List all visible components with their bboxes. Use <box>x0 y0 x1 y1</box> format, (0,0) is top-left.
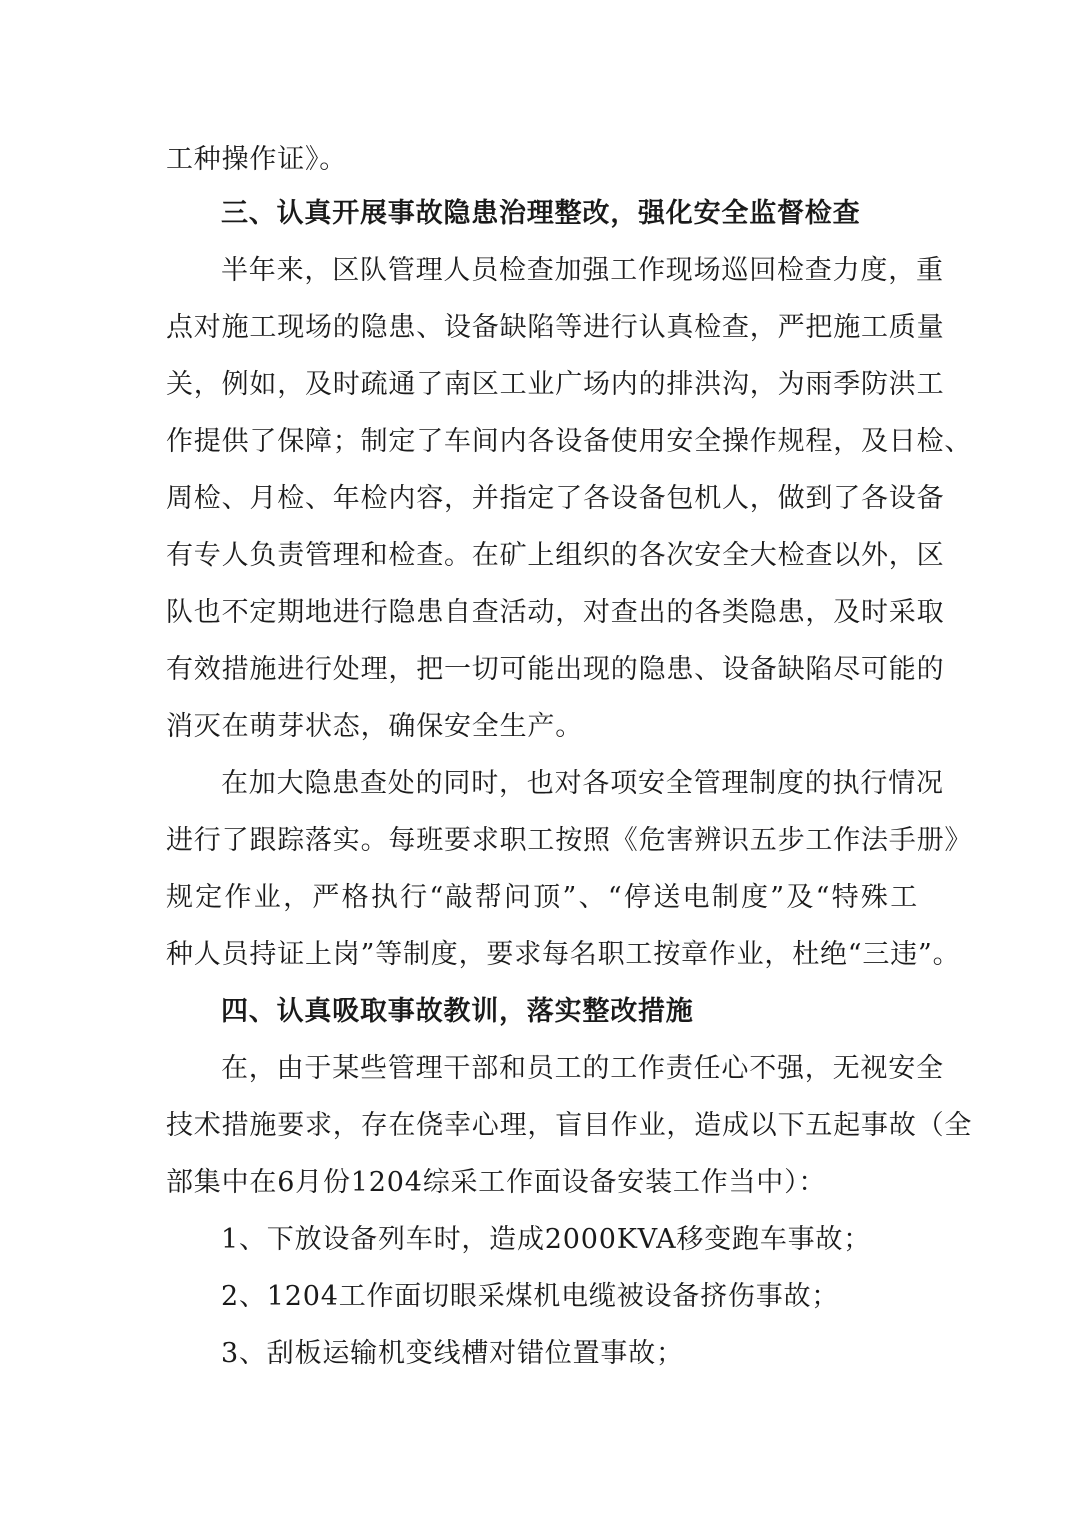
paragraph-line: 周检、月检、年检内容，并指定了各设备包机人，做到了各设备 <box>166 483 945 514</box>
paragraph-line: 消灭在萌芽状态，确保安全生产。 <box>166 711 583 742</box>
paragraph-line: 有效措施进行处理，把一切可能出现的隐患、设备缺陷尽可能的 <box>166 654 945 685</box>
list-item: 2、1204工作面切眼采煤机电缆被设备挤伤事故； <box>221 1281 840 1312</box>
paragraph-line: 种人员持证上岗”等制度，要求每名职工按章作业，杜绝“三违”。 <box>166 939 961 970</box>
list-item: 1、下放设备列车时，造成2000KVA移变跑车事故； <box>221 1224 872 1255</box>
paragraph-line: 在加大隐患查处的同时，也对各项安全管理制度的执行情况 <box>221 768 944 799</box>
paragraph-line: 半年来，区队管理人员检查加强工作现场巡回检查力度，重 <box>221 255 944 286</box>
paragraph-line: 进行了跟踪落实。每班要求职工按照《危害辨识五步工作法手册》 <box>166 825 973 856</box>
paragraph-line: 关，例如，及时疏通了南区工业广场内的排洪沟，为雨季防洪工 <box>166 369 945 400</box>
paragraph-line: 点对施工现场的隐患、设备缺陷等进行认真检查，严把施工质量 <box>166 312 945 343</box>
paragraph-line: 规定作业，严格执行“敲帮问顶”、“停送电制度”及“特殊工 <box>166 882 918 913</box>
paragraph-line: 部集中在6月份1204综采工作面设备安装工作当中）： <box>166 1167 827 1198</box>
paragraph-line: 工种操作证》。 <box>166 144 348 175</box>
paragraph-line: 在，由于某些管理干部和员工的工作责任心不强，无视安全 <box>221 1053 944 1084</box>
paragraph-line: 技术措施要求，存在侥幸心理，盲目作业，造成以下五起事故（全 <box>166 1110 973 1141</box>
paragraph-line: 队也不定期地进行隐患自查活动，对查出的各类隐患，及时采取 <box>166 597 945 628</box>
list-item: 3、刮板运输机变线槽对错位置事故； <box>221 1338 684 1369</box>
paragraph-line: 作提供了保障；制定了车间内各设备使用安全操作规程，及日检、 <box>166 426 973 457</box>
paragraph-line: 有专人负责管理和检查。在矿上组织的各次安全大检查以外，区 <box>166 540 945 571</box>
section-heading-3: 三、认真开展事故隐患治理整改，强化安全监督检查 <box>221 198 861 229</box>
section-heading-4: 四、认真吸取事故教训，落实整改措施 <box>221 996 694 1027</box>
